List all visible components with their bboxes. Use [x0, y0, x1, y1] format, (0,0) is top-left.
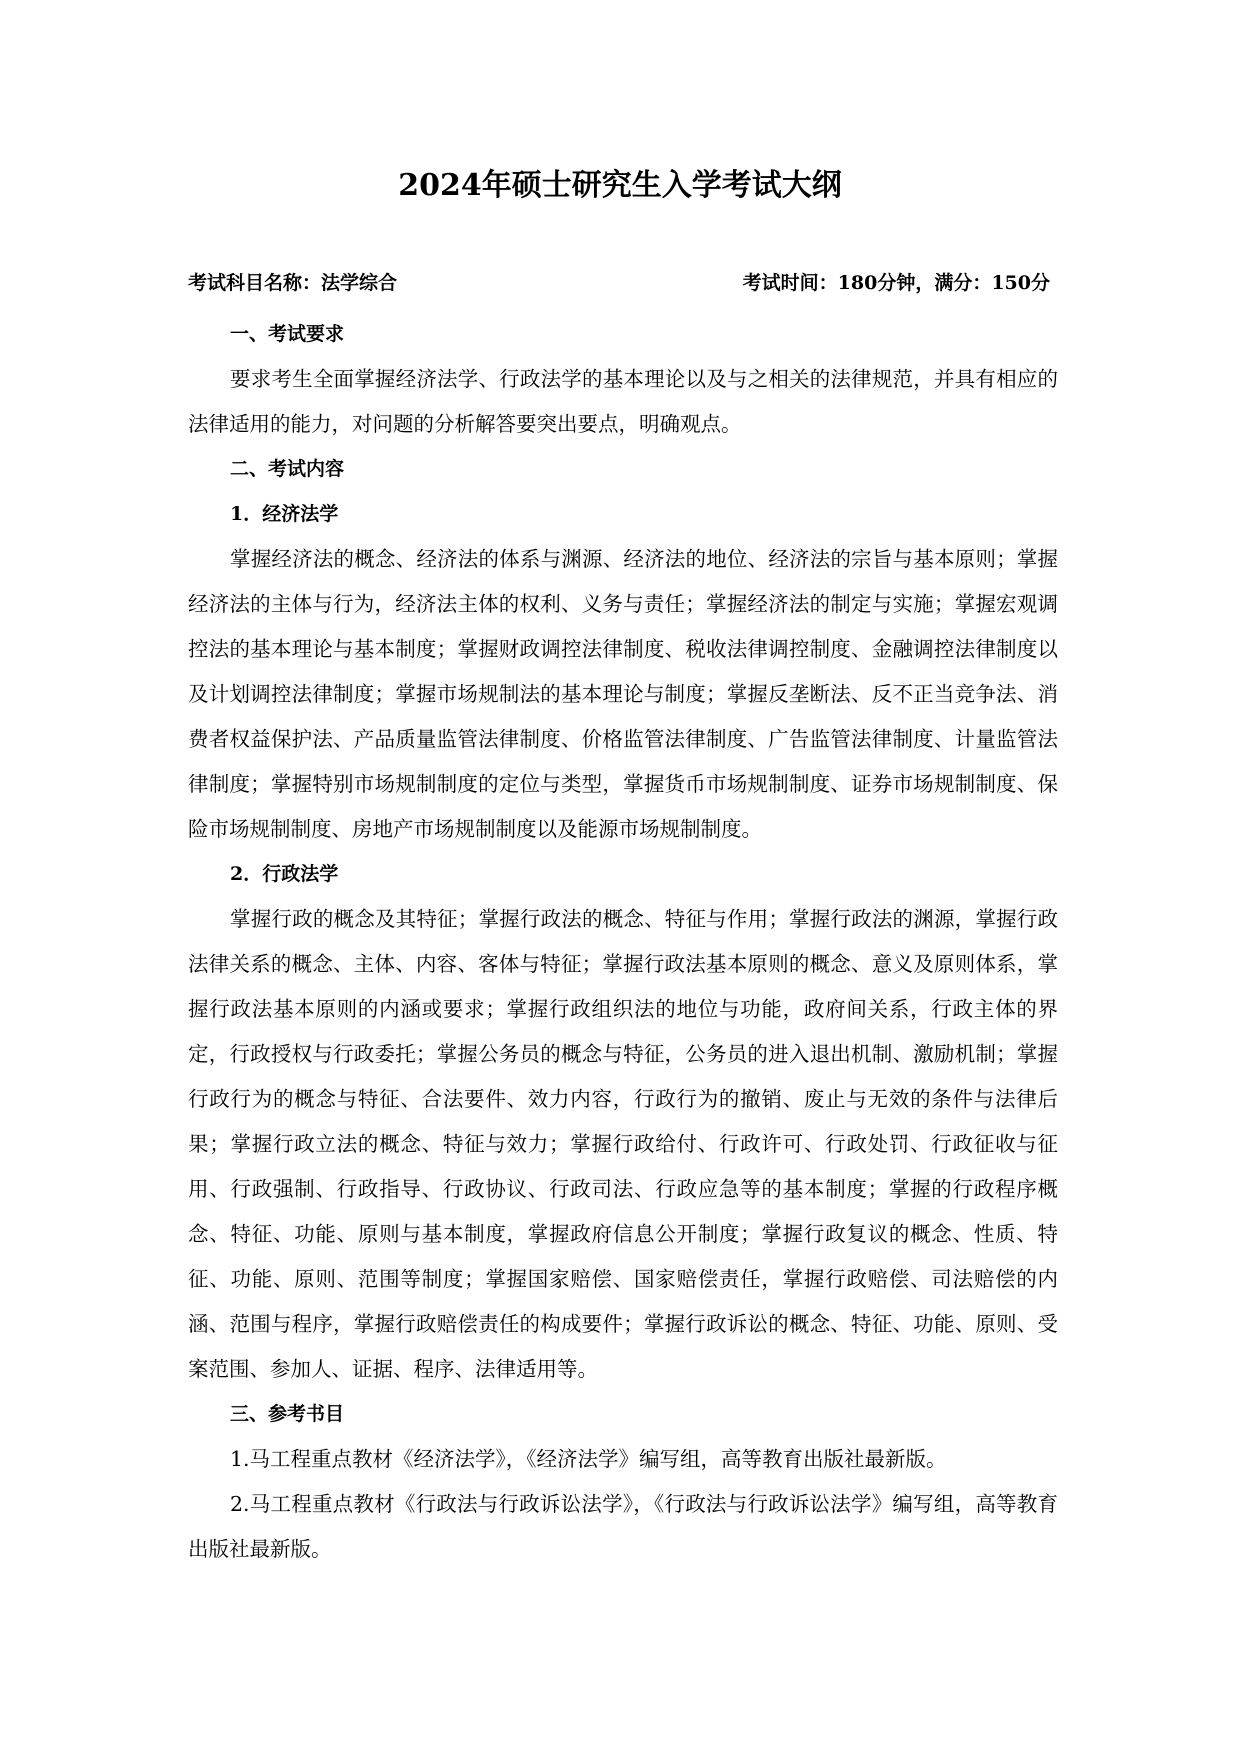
section-heading-references: 三、参考书目 — [230, 1403, 345, 1425]
document-title: 2024年硕士研究生入学考试大纲 — [398, 168, 842, 203]
exam-meta — [188, 268, 1050, 295]
reference-item: 1.马工程重点教材《经济法学》，《经济法学》编写组，高等教育出版社最新版。 — [230, 1447, 947, 1471]
section-heading-content: 二、考试内容 — [230, 458, 345, 480]
section-heading-requirements: 一、考试要求 — [230, 323, 345, 345]
exam-subject: 考试科目名称：法学综合 — [188, 272, 398, 294]
reference-item: 2.马工程重点教材《行政法与行政诉讼法学》，《行政法与行政诉讼法学》编写组，高等教育出版社最新版。 — [188, 1492, 1058, 1561]
subsection-heading-administrative-law: 2．行政法学 — [230, 863, 339, 885]
subsection-text-administrative-law: 掌握行政的概念及其特征；掌握行政法的概念、特征与作用；掌握行政法的渊源，掌握行政法律关系的概念、主体、内容、客体与特征；掌握行政法基本原则的概念、意义及原则体系，掌握行政法基本原则的内涵或要求；掌握行政组织法的地位与功能，政府间关系，行政主体的界定，行政授权与行政委托；掌握公务员的概念与特征，公务员的进入退出机制、激励机制；掌握行政行为的概念与特征、合法要件、效力内容，行政行为的撤销、废止与无效的条件与法律后果；掌握行政立法的概念、特征与效力；掌握行政给付、行政许可、行政处罚、行政征收与征用、行政强制、行政指导、行政协议、行政司法、行政应急等的基本制度；掌握的行政程序概念、特征、功能、原则与基本制度，掌握政府信息公开制度；掌握行政复议的概念、性质、特征、功能、原则、范围等制度；掌握国家赔偿、国家赔偿责任，掌握行政赔偿、司法赔偿的内涵、范围与程序，掌握行政赔偿责任的构成要件；掌握行政诉讼的概念、特征、功能、原则、受案范围、参加人、证据、程序、法律适用等。 — [188, 907, 1058, 1381]
section-text-requirements: 要求考生全面掌握经济法学、行政法学的基本理论以及与之相关的法律规范，并具有相应的法律适用的能力，对问题的分析解答要突出要点，明确观点。 — [188, 367, 1058, 436]
exam-time-score: 考试时间：180分钟，满分：150分 — [742, 272, 1050, 294]
subsection-heading-economic-law: 1．经济法学 — [230, 503, 339, 525]
subsection-text-economic-law: 掌握经济法的概念、经济法的体系与渊源、经济法的地位、经济法的宗旨与基本原则；掌握经济法的主体与行为，经济法主体的权利、义务与责任；掌握经济法的制定与实施；掌握宏观调控法的基本理论与基本制度；掌握财政调控法律制度、税收法律调控制度、金融调控法律制度以及计划调控法律制度；掌握市场规制法的基本理论与制度；掌握反垄断法、反不正当竞争法、消费者权益保护法、产品质量监管法律制度、价格监管法律制度、广告监管法律制度、计量监管法律制度；掌握特别市场规制制度的定位与类型，掌握货币市场规制制度、证券市场规制制度、保险市场规制制度、房地产市场规制制度以及能源市场规制制度。 — [188, 547, 1058, 841]
document-body — [188, 312, 1058, 1572]
